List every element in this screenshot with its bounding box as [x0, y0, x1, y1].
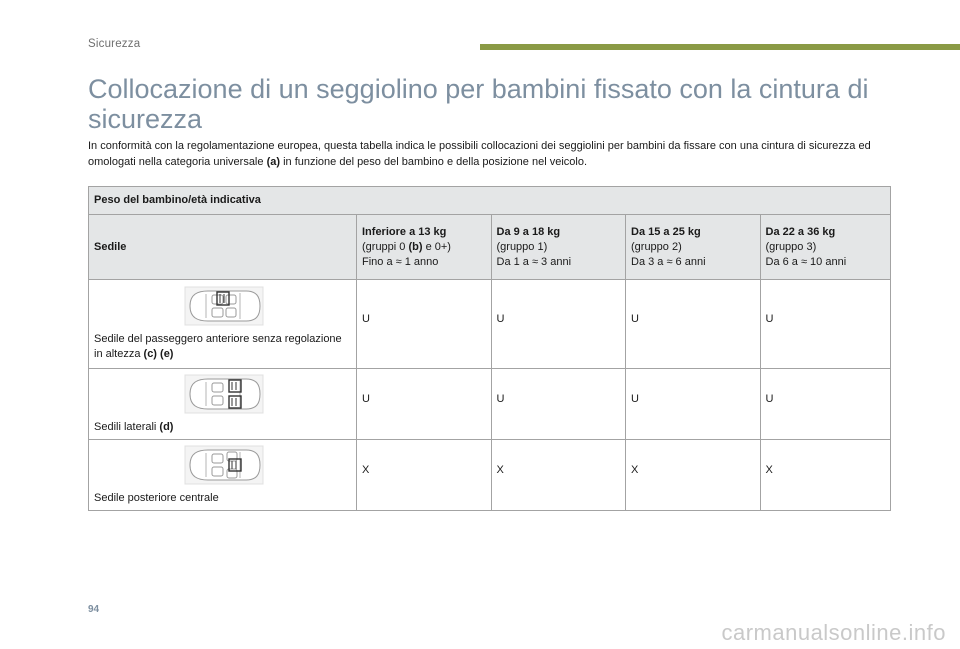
site-watermark[interactable]: carmanualsonline.info: [721, 620, 946, 645]
compat-cell: [626, 440, 761, 511]
compat-value: U: [496, 312, 505, 325]
seat-cell: [89, 280, 357, 369]
category-header-row: [89, 215, 891, 280]
table-row: [89, 369, 891, 440]
seat-label: [94, 333, 342, 360]
weight-header-cell: Peso del bambino/età indicativa: [89, 187, 891, 215]
category-title: Da 15 a 25 kg: [631, 225, 701, 238]
category-group: (gruppo 1): [496, 240, 548, 253]
compat-value: U: [631, 312, 639, 325]
intro-text-after: in funzione del peso del bambino e della posizione nel veicolo.: [280, 156, 588, 168]
compat-cell: [357, 369, 492, 440]
seat-cell: [89, 440, 357, 511]
intro-text-before: In conformità con la regolamentazione europea, questa tabella indica le possibili collocazioni dei seggiolini per bambini da fissare con una cintura di sicurezza ed omologati nella categoria universale: [88, 140, 871, 168]
compat-cell: [491, 369, 626, 440]
page-title: Collocazione di un seggiolino per bambini fissato con la cintura di sicurezza: [88, 74, 869, 134]
compat-value: U: [362, 392, 370, 405]
seat-header-cell: Sedile: [89, 215, 357, 280]
category-group-ref: (b): [408, 240, 423, 253]
seat-label: [94, 492, 219, 504]
category-age: Fino a ≈ 1 anno: [362, 255, 439, 268]
category-group-after: e 0+): [422, 240, 451, 253]
seat-label-ref: (c) (e): [143, 348, 174, 360]
section-label: Sicurezza: [88, 38, 141, 50]
page-number: 94: [88, 604, 100, 615]
seat-cell: [89, 369, 357, 440]
category-group-before: (gruppi 0: [362, 240, 409, 253]
category-header-cell: [491, 215, 626, 280]
table-row: [89, 280, 891, 369]
seat-label-text: Sedile posteriore centrale: [94, 491, 219, 504]
compat-value: U: [765, 312, 774, 325]
child-seat-table: [88, 186, 891, 511]
category-title: Inferiore a 13 kg: [362, 225, 447, 238]
category-header-cell: [626, 215, 761, 280]
seat-label-text: Sedile del passeggero anteriore senza regolazione in altezza: [94, 333, 342, 360]
seat-label-ref: (d): [159, 420, 174, 433]
compat-value: X: [362, 463, 370, 476]
table-row: [89, 440, 891, 511]
seat-label: [94, 421, 173, 433]
category-header-cell: [760, 215, 891, 280]
compat-cell: [626, 280, 761, 369]
compat-value: X: [631, 463, 639, 476]
car-front-passenger-seat-icon: [184, 286, 264, 326]
category-age: Da 3 a ≈ 6 anni: [631, 255, 706, 268]
compat-cell: [760, 440, 891, 511]
compat-value: X: [765, 463, 773, 476]
compat-value: X: [496, 463, 504, 476]
category-age: Da 6 a ≈ 10 anni: [765, 255, 847, 268]
category-title: Da 9 a 18 kg: [496, 225, 561, 238]
compat-cell: [357, 440, 492, 511]
compat-cell: [760, 369, 891, 440]
compat-value: U: [496, 392, 505, 405]
category-title: Da 22 a 36 kg: [765, 225, 836, 238]
car-rear-side-seats-icon: [184, 374, 264, 414]
category-group: (gruppo 3): [765, 240, 817, 253]
compat-cell: [760, 280, 891, 369]
weight-header-row: [89, 187, 891, 215]
section-accent-bar: [480, 44, 960, 50]
category-group: (gruppo 2): [631, 240, 682, 253]
compat-value: U: [631, 392, 639, 405]
compat-cell: [491, 280, 626, 369]
compat-value: U: [765, 392, 774, 405]
category-age: Da 1 a ≈ 3 anni: [496, 255, 572, 268]
compat-cell: [357, 280, 492, 369]
car-rear-centre-seat-icon: [184, 445, 264, 485]
compat-cell: [491, 440, 626, 511]
compat-cell: [626, 369, 761, 440]
seat-label-text: Sedili laterali: [94, 420, 160, 433]
compat-value: U: [362, 312, 370, 325]
category-header-cell: [357, 215, 492, 280]
intro-paragraph: [88, 138, 888, 170]
intro-ref: (a): [266, 156, 281, 168]
